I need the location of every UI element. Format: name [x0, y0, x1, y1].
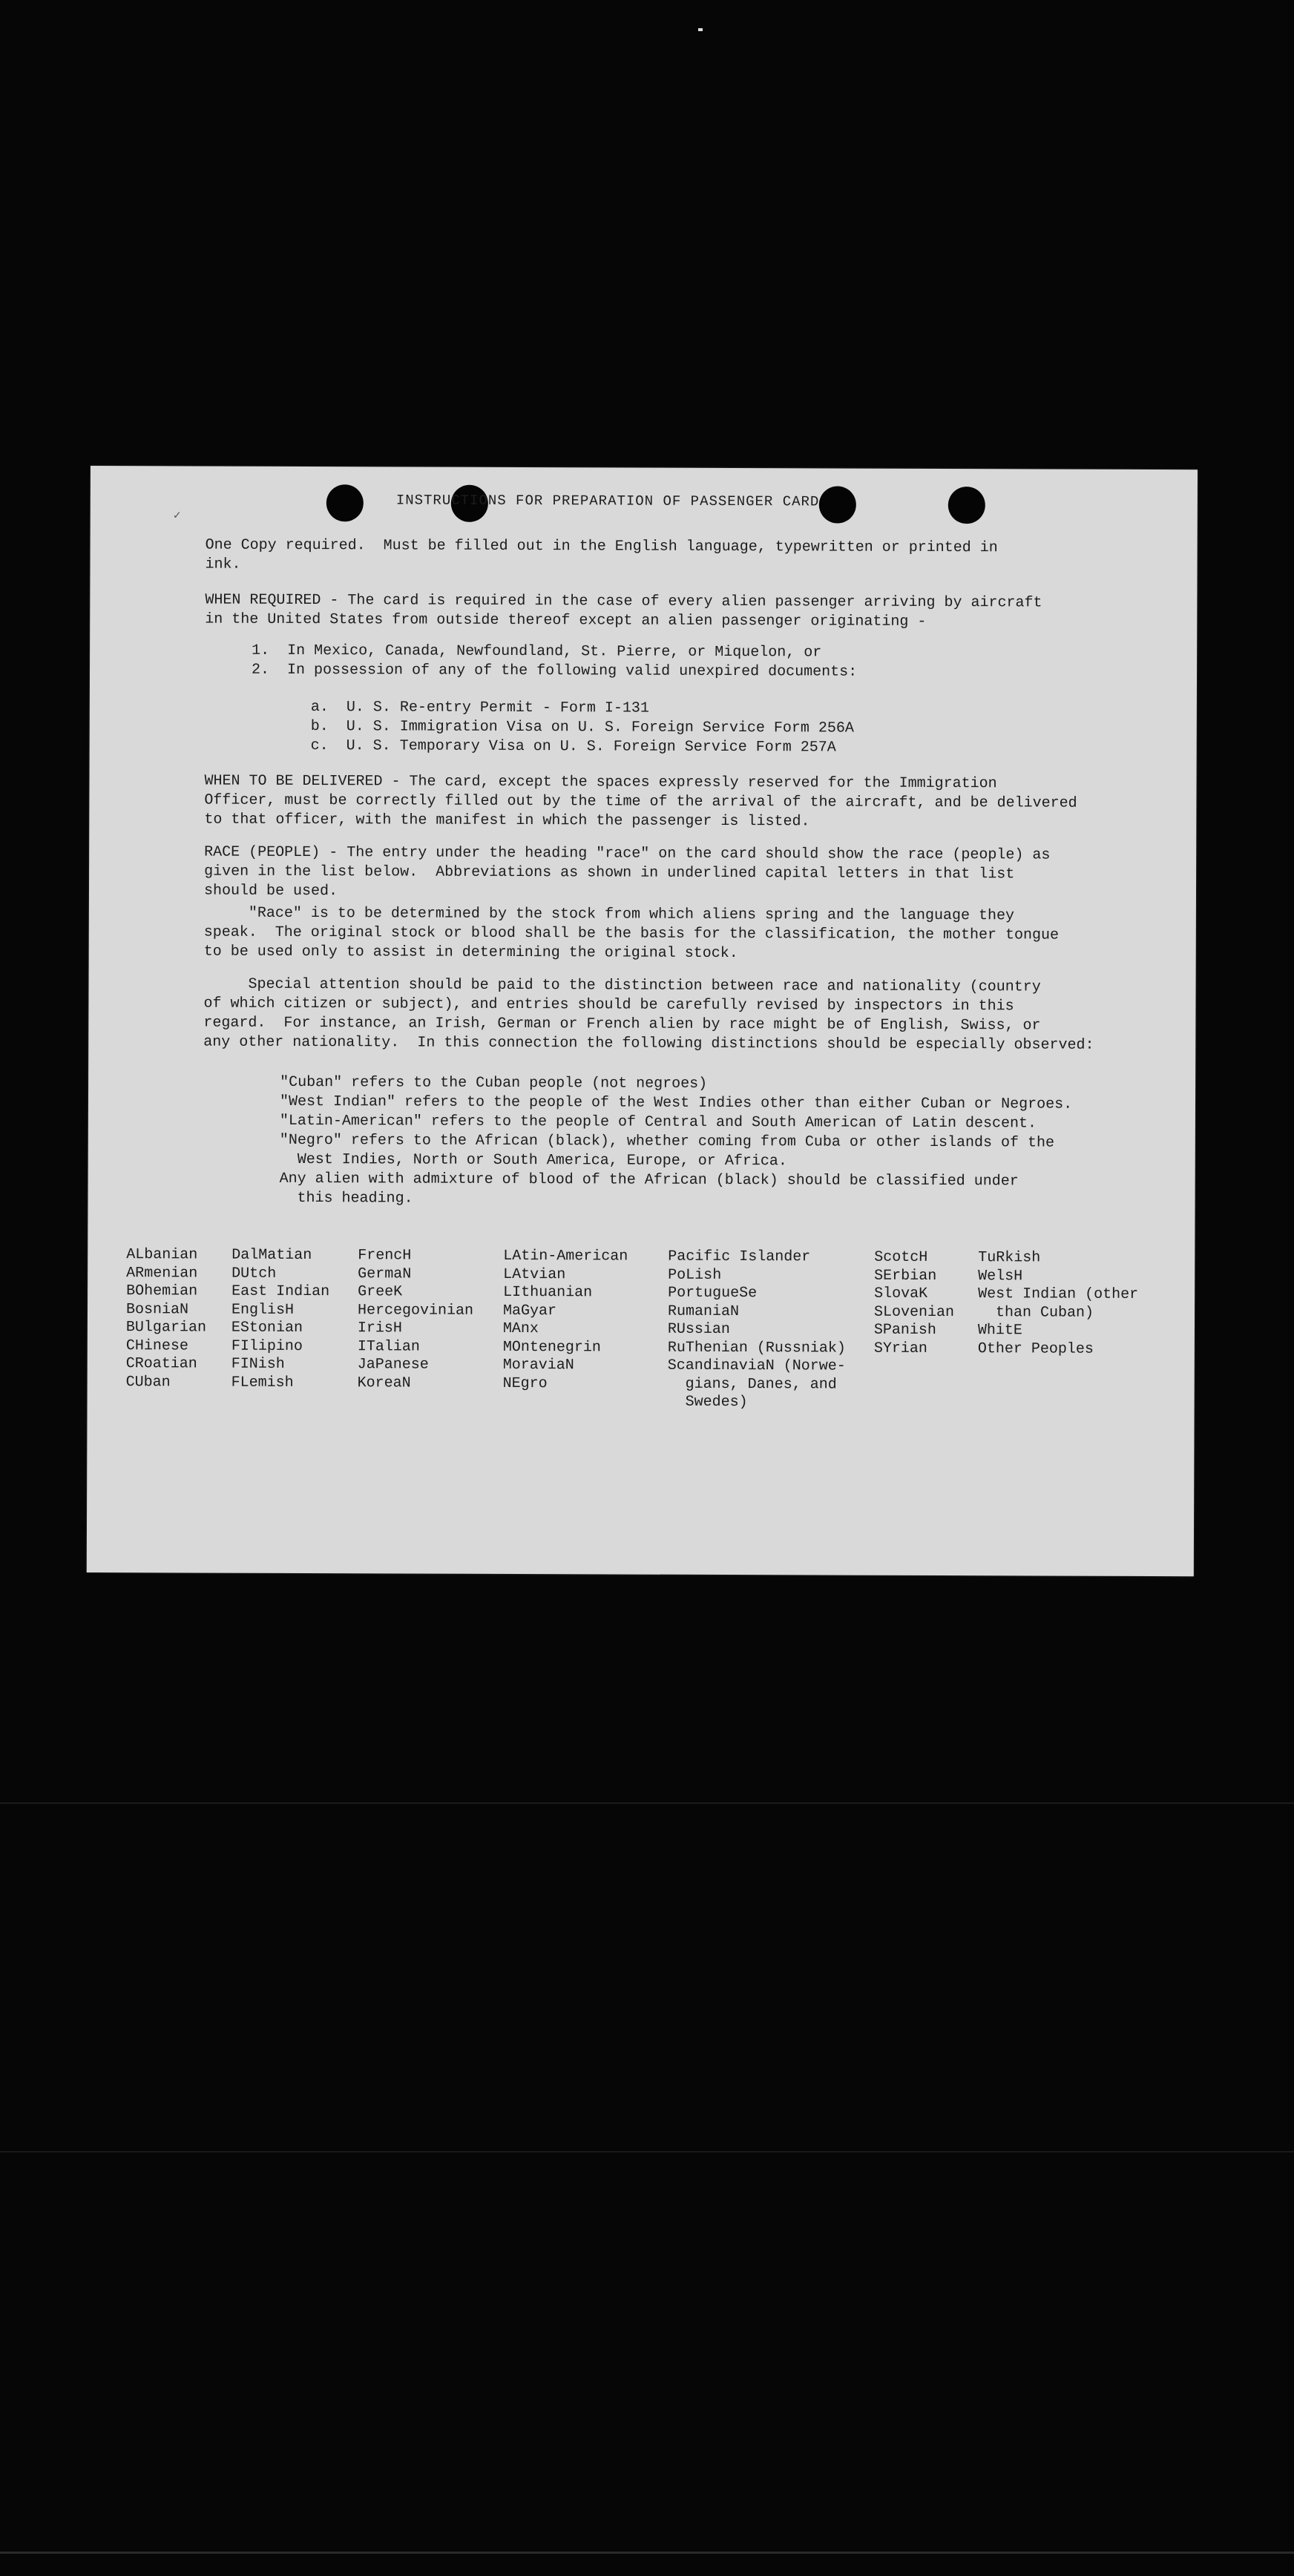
nationality-column: ALbanian ARmenian BOhemian BosniaN BUlgarian CHinese CRoatian CUban [125, 1246, 207, 1391]
document-page [87, 466, 1198, 1576]
special-attention-paragraph: Special attention should be paid to the distinction between race and nationality (country of which citizen or subject), and entries should be carefully revised by inspectors in this regard. For instance, an Irish, German or French alien by race might be of English, Swiss, or any other nationality. In this connection the following distinctions should be especially observed: [203, 975, 1094, 1054]
scan-line [0, 2151, 1294, 2152]
nationality-column: ScotcH SErbian SlovaK SLovenian SPanish SYrian [873, 1248, 955, 1357]
nationality-column: TuRkish WelsH West Indian (other than Cuban) WhitE Other Peoples [977, 1249, 1139, 1358]
punch-hole [819, 486, 856, 523]
scan-line [0, 1802, 1294, 1804]
nationality-column: DalMatian DUtch East Indian EnglisH EStonian FIlipino FINish FLemish [231, 1246, 330, 1391]
nationality-column: FrencH GermaN GreeK Hercegovinian IrisH ITalian JaPanese KoreaN [357, 1247, 474, 1392]
intro-paragraph: One Copy required. Must be filled out in the English language, typewritten or printed in ink. [205, 536, 998, 573]
race-definition-paragraph: "Race" is to be determined by the stock from which aliens spring and the language they speak. The original stock or blood shall be the basis for the classification, the mother tongue to be used only to assist in determining the original stock. [203, 904, 1060, 963]
distinctions-list: "Cuban" refers to the Cuban people (not negroes) "West Indian" refers to the people of the West Indies other than either Cuban or Negroes. "Latin-American" refers to the people of Central and South American of Latin descent. "Negro" refers to the African (black), whether coming from Cuba or other islands of the West Indies, North or South America, Europe, or Africa. Any alien with admixture of blood of the African (black) should be classified under this heading. [279, 1073, 1073, 1208]
race-people-paragraph: RACE (PEOPLE) - The entry under the heading "race" on the card should show the race (people) as given in the list below. Abbreviations as shown in underlined capital letters in that list should be used. [203, 843, 1051, 900]
punch-hole [326, 484, 364, 521]
nationality-column: LAtin-American LAtvian LIthuanian MaGyar MAnx MOntenegrin MoraviaN NEgro [502, 1247, 628, 1392]
when-delivered-paragraph: WHEN TO BE DELIVERED - The card, except the spaces expressly reserved for the Immigration Officer, must be correctly filled out by the time of the arrival of the aircraft, and be delivered to that officer, with the manifest in which the passenger is listed. [204, 772, 1077, 831]
scan-line [0, 2552, 1294, 2554]
when-required-paragraph: WHEN REQUIRED - The card is required in the case of every alien passenger arriving by aircraft in the United States from outside thereof except an alien passenger originating - [205, 591, 1042, 630]
punch-hole [948, 487, 985, 524]
scan-speck [698, 28, 703, 31]
document-list: a. U. S. Re-entry Permit - Form I-131 b. U. S. Immigration Visa on U. S. Foreign Service Form 256A c. U. S. Temporary Visa on U. S. Foreign Service Form 257A [310, 699, 854, 757]
nationality-column: Pacific Islander PoLish PortugueSe RumaniaN RUssian RuThenian (Russniak) ScandinaviaN (Norwe- gians, Danes, and Swedes) [667, 1248, 846, 1411]
margin-mark: ✓ [173, 509, 181, 523]
document-title: INSTRUCTIONS FOR PREPARATION OF PASSENGER CARD [395, 492, 820, 510]
numbered-list: 1. In Mexico, Canada, Newfoundland, St. Pierre, or Miquelon, or 2. In possession of any of the following valid unexpired documents: [252, 642, 858, 681]
